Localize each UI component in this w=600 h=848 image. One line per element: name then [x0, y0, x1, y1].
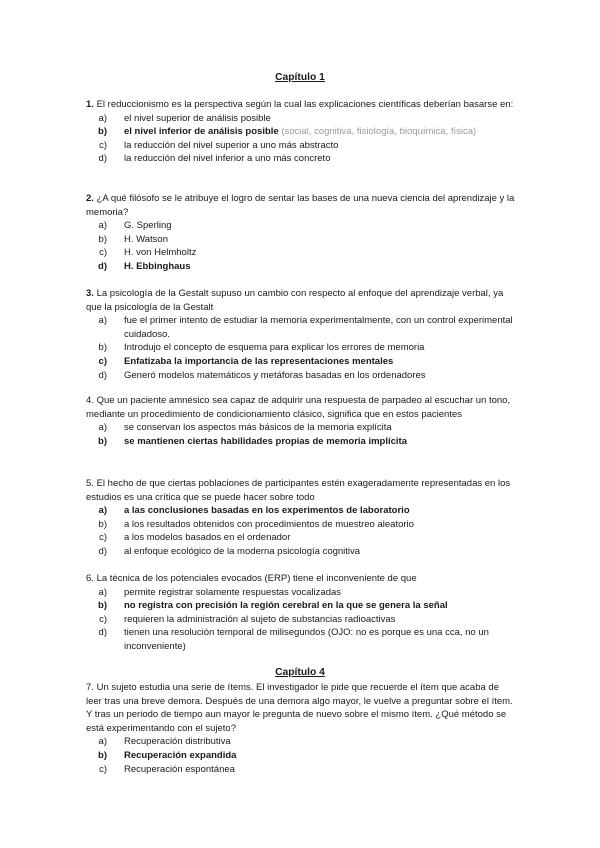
option-text: la reducción del nivel inferior a uno más concreto [124, 153, 331, 165]
question-7-stem [86, 681, 516, 735]
option-text [124, 125, 516, 139]
option-text: se mantienen ciertas habilidades propias de memoria implícita [124, 435, 407, 447]
options-list [86, 504, 516, 558]
option-letter: d) [98, 260, 107, 272]
question-text: ¿A qué filósofo se le atribuye el logro de sentar las bases de una nueva ciencia del aprendizaje y la memoria? [86, 193, 515, 218]
question-text: El reduccionismo es la perspectiva según la cual las explicaciones científicas deberían basarse en: [93, 99, 514, 110]
question-3 [86, 287, 516, 382]
option-text: no registra con precisión la región cerebral en la que se genera la señal [124, 600, 448, 612]
option-letter: c) [99, 247, 107, 259]
question-4 [86, 394, 516, 448]
option-b [86, 341, 516, 355]
option-text: H. Ebbinghaus [124, 260, 191, 272]
question-text: Un sujeto estudia una serie de ítems. El investigador le pide que recuerde el ítem que acaba de leer tras una breve demora. Después de una demora algo mayor, le vuelve a preguntar sobre el ítem. Y tras un periodo de tiempo aun mayor le pregunta de nuevo sobre el mismo ítem. ¿Qué método se está experimentando con el sujeto? [86, 682, 513, 734]
question-number: 3. [86, 288, 94, 299]
chapter-1-heading: Capítulo 1 [275, 72, 325, 83]
option-c [86, 613, 516, 627]
option-text: Generó modelos matemáticos y metáforas basadas en los ordenadores [124, 369, 426, 381]
options-list [86, 314, 516, 382]
option-letter: a) [98, 315, 107, 327]
option-c [86, 139, 516, 153]
option-letter: a) [98, 736, 107, 748]
options-list [86, 735, 516, 776]
option-b-correct [86, 125, 516, 139]
option-d [86, 626, 516, 653]
option-text: H. Watson [124, 233, 168, 245]
question-4-stem [86, 394, 516, 421]
option-c-correct [86, 355, 516, 369]
question-6 [86, 572, 516, 654]
option-letter: b) [98, 518, 107, 530]
option-letter: b) [98, 126, 107, 138]
option-a [86, 421, 516, 435]
question-2 [86, 192, 516, 274]
option-a-correct [86, 504, 516, 518]
option-d [86, 545, 516, 559]
question-2-stem [86, 192, 516, 219]
option-letter: c) [99, 763, 107, 775]
option-letter: c) [99, 613, 107, 625]
option-b [86, 233, 516, 247]
option-letter: b) [98, 342, 107, 354]
option-letter: c) [99, 532, 107, 544]
option-a [86, 112, 516, 126]
question-number: 7. [86, 682, 94, 693]
option-text: H. von Helmholtz [124, 247, 197, 259]
option-text: tienen una resolución temporal de milisegundos (OJO: no es porque es una cca, no un inconveniente) [124, 627, 489, 652]
option-letter: a) [98, 220, 107, 232]
question-1 [86, 98, 516, 166]
option-letter: d) [98, 545, 107, 557]
question-text: Que un paciente amnésico sea capaz de adquirir una respuesta de parpadeo al escuchar un tono, mediante un procedimiento de condicionamiento clásico, significa que en estos pacientes [86, 395, 511, 420]
option-text: Introdujo el concepto de esquema para explicar los errores de memoria [124, 342, 425, 354]
option-d [86, 369, 516, 383]
question-text: La psicología de la Gestalt supuso un cambio con respecto al enfoque del aprendizaje verbal, ya que la psicología de la Gestalt [86, 288, 504, 313]
option-text: Recuperación distributiva [124, 736, 231, 748]
question-5-stem [86, 477, 516, 504]
question-1-stem [86, 98, 516, 112]
option-note: (social, cognitiva, fisiología, bioquímica, física) [278, 126, 477, 138]
option-text: al enfoque ecológico de la moderna psicología cognitiva [124, 545, 361, 557]
option-a [86, 586, 516, 600]
question-3-stem [86, 287, 516, 314]
option-a [86, 219, 516, 233]
option-text: fue el primer intento de estudiar la memoria experimentalmente, con un control experimental cuidadoso. [124, 315, 513, 340]
question-number: 2. [86, 193, 94, 204]
options-list [86, 112, 516, 166]
option-text: la reducción del nivel superior a uno más abstracto [124, 139, 339, 151]
option-text: Recuperación espontánea [124, 763, 235, 775]
option-text: a las conclusiones basadas en los experimentos de laboratorio [124, 505, 410, 517]
option-text: se conservan los aspectos más básicos de la memoria explícita [124, 422, 392, 434]
option-a [86, 735, 516, 749]
option-text: requieren la administración al sujeto de substancias radioactivas [124, 613, 396, 625]
option-letter: b) [98, 749, 107, 761]
option-a [86, 314, 516, 341]
option-b-correct [86, 435, 516, 449]
question-6-stem [86, 572, 516, 586]
question-number: 4. [86, 395, 94, 406]
option-letter: d) [98, 153, 107, 165]
option-text: a los modelos basados en el ordenador [124, 532, 291, 544]
option-text: Enfatizaba la importancia de las representaciones mentales [124, 355, 394, 367]
option-letter: c) [99, 139, 107, 151]
option-letter: a) [98, 505, 107, 517]
option-letter: b) [98, 435, 107, 447]
option-c [86, 763, 516, 777]
option-letter: d) [98, 369, 107, 381]
option-d-correct [86, 260, 516, 274]
question-number: 1. [86, 99, 94, 110]
option-letter: a) [98, 422, 107, 434]
question-7 [86, 681, 516, 776]
options-list [86, 219, 516, 273]
option-text: G. Sperling [124, 220, 172, 232]
option-d [86, 152, 516, 166]
option-letter: c) [98, 355, 107, 367]
option-letter: b) [98, 600, 107, 612]
option-text: Recuperación expandida [124, 749, 237, 761]
option-letter: b) [98, 233, 107, 245]
options-list [86, 421, 516, 448]
option-text: el nivel superior de análisis posible [124, 112, 271, 124]
option-b-correct [86, 599, 516, 613]
options-list [86, 586, 516, 654]
option-letter: d) [98, 627, 107, 639]
option-b-correct [86, 749, 516, 763]
chapter-4-heading: Capítulo 4 [275, 667, 325, 678]
question-number: 6. [86, 573, 94, 584]
option-c [86, 531, 516, 545]
question-text: El hecho de que ciertas poblaciones de participantes estén exageradamente representadas en los estudios es una crítica que se puede hacer sobre todo [86, 478, 511, 503]
question-number: 5. [86, 478, 94, 489]
option-letter: a) [98, 586, 107, 598]
option-letter: a) [98, 112, 107, 124]
question-text: La técnica de los potenciales evocados (ERP) tiene el inconveniente de que [93, 573, 417, 584]
option-answer: el nivel inferior de análisis posible [124, 126, 279, 138]
question-5 [86, 477, 516, 559]
option-text: a los resultados obtenidos con procedimientos de muestreo aleatorio [124, 518, 414, 530]
option-b [86, 518, 516, 532]
option-c [86, 246, 516, 260]
option-text: permite registrar solamente respuestas vocalizadas [124, 586, 342, 598]
